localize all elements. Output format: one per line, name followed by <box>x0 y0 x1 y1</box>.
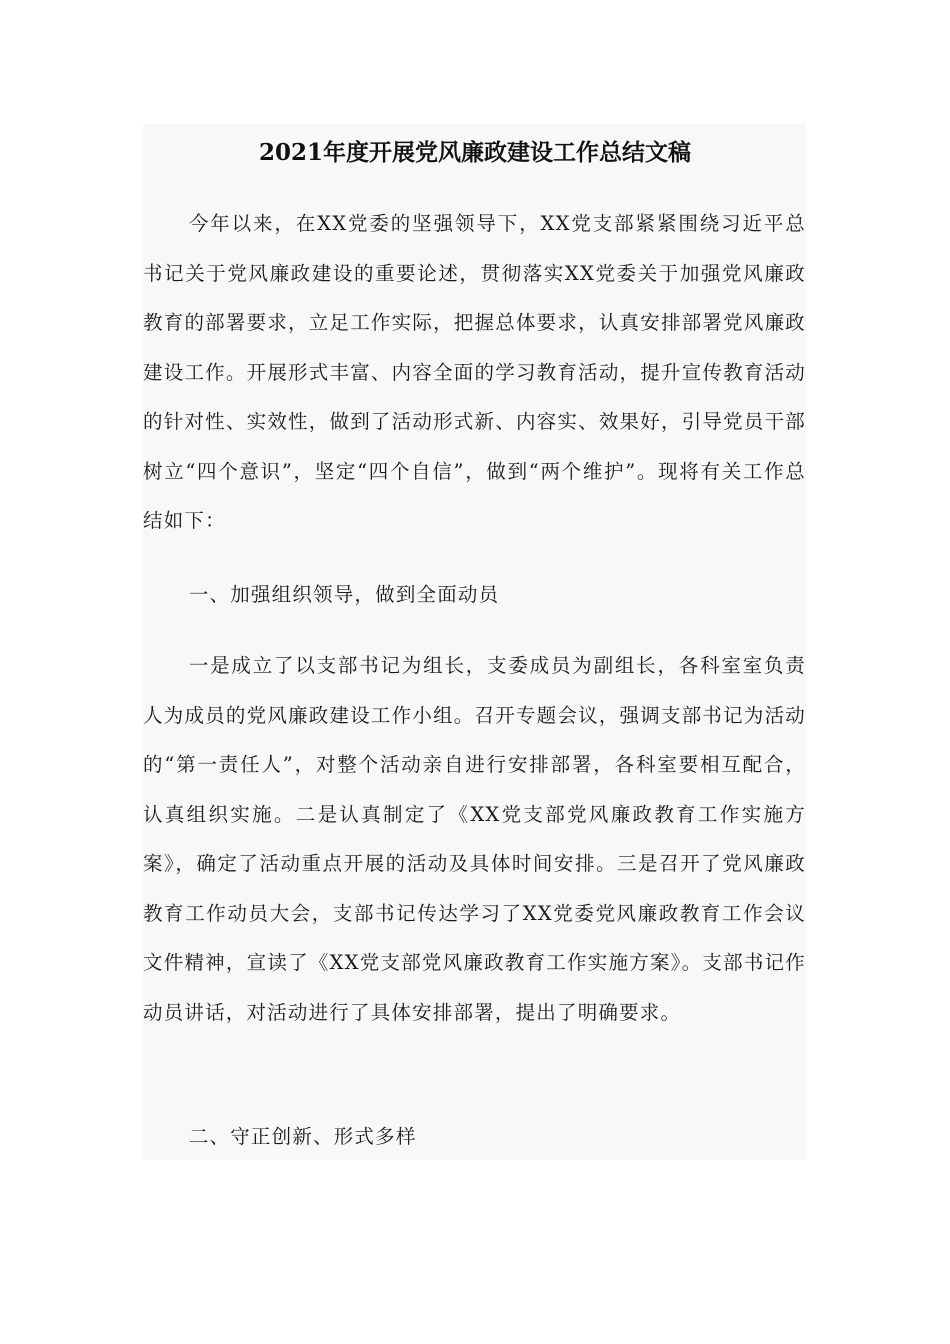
intro-paragraph: 今年以来，在XX党委的坚强领导下，XX党支部紧紧围绕习近平总书记关于党风廉政建设的重要论述，贯彻落实XX党委关于加强党风廉政教育的部署要求，立足工作实际，把握总体要求，认真安排部署党风廉政建设工作。开展形式丰富、内容全面的学习教育活动，提升宣传教育活动的针对性、实效性，做到了活动形式新、内容实、效果好，引导党员干部树立“四个意识”，坚定“四个自信”，做到“两个维护”。现将有关工作总结如下： <box>143 212 806 532</box>
section-heading-2: 二、守正创新、形式多样 <box>188 1125 417 1148</box>
document-title: 2021年度开展党风廉政建设工作总结文稿 <box>258 139 691 166</box>
section-heading-1: 一、加强组织领导，做到全面动员 <box>188 583 500 606</box>
section-1-paragraph: 一是成立了以支部书记为组长，支委成员为副组长，各科室室负责人为成员的党风廉政建设工作小组。召开专题会议，强调支部书记为活动的“第一责任人”，对整个活动亲自进行安排部署，各科室要相互配合，认真组织实施。二是认真制定了《XX党支部党风廉政教育工作实施方案》，确定了活动重点开展的活动及具体时间安排。三是召开了党风廉政教育工作动员大会，支部书记传达学习了XX党委党风廉政教育工作会议文件精神，宣读了《XX党支部党风廉政教育工作实施方案》。支部书记作动员讲话，对活动进行了具体安排部署，提出了明确要求。 <box>143 654 806 1024</box>
